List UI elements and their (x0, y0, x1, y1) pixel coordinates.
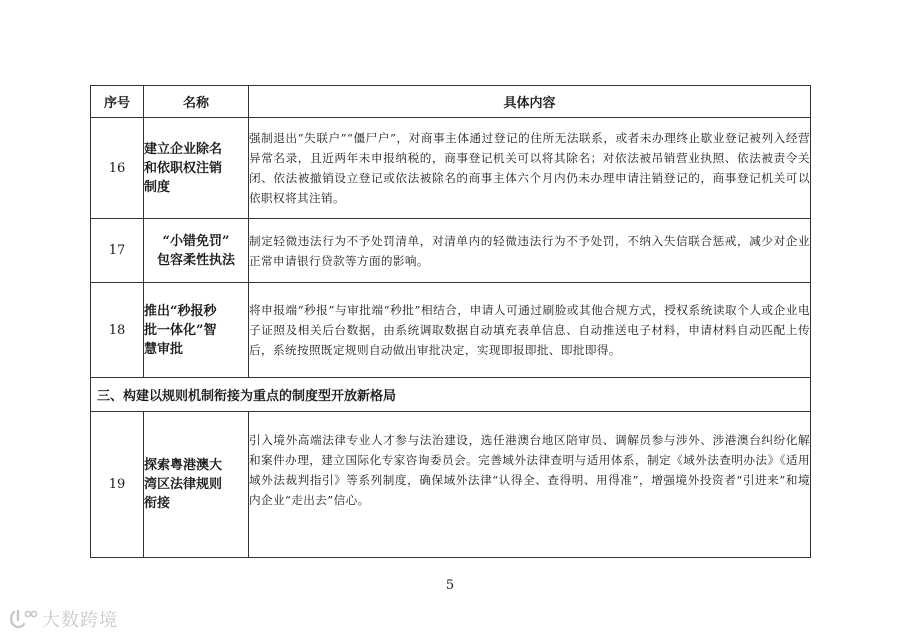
table-row (91, 412, 811, 558)
row-content: 强制退出“失联户”“僵尸户”，对商事主体通过登记的住所无法联系，或者未办理终止歇业登记被列入经营异常名录，且近两年未申报纳税的，商事登记机关可以将其除名；对依法被吊销营业执照、依法被责令关闭、依法被撤销设立登记或依法被除名的商事主体六个月内仍未办理申请注销登记的，商事登记机关可以依职权将其注销。 (249, 118, 811, 219)
row-name-line: 探索粤港澳大 (144, 458, 223, 473)
watermark (8, 606, 118, 632)
watermark-text: 大数跨境 (42, 610, 118, 631)
table-header-row (91, 86, 811, 118)
table-row (91, 283, 811, 378)
row-name (144, 283, 249, 378)
row-content: 制定轻微违法行为不予处罚清单，对清单内的轻微违法行为不予处罚，不纳入失信联合惩戒，减少对企业正常申请银行贷款等方面的影响。 (249, 219, 811, 283)
row-number: 17 (91, 219, 144, 283)
watermark-logo-icon (8, 608, 38, 630)
table-row (91, 118, 811, 219)
row-name-line: 包容柔性执法 (156, 252, 235, 268)
header-no: 序号 (91, 86, 144, 118)
row-name-line: 建立企业除名 (144, 141, 223, 157)
row-number: 19 (91, 412, 144, 558)
header-content: 具体内容 (249, 86, 811, 118)
row-content: 引入境外高端法律专业人才参与法治建设，选任港澳台地区陪审员、调解员参与涉外、涉港澳台纠纷化解和案件办理，建立国际化专家咨询委员会。完善域外法律查明与适用体系，制定《域外法查明办法》《适用域外法裁判指引》等系列制度，确保域外法律“认得全、查得明、用得准”，增强境外投资者“引进来”和境内企业“走出去”信心。 (249, 412, 811, 558)
row-name (144, 219, 249, 283)
row-name-line: “小错免罚” (162, 233, 230, 249)
section-heading-row (91, 378, 811, 412)
row-name-line: 湾区法律规则 (144, 477, 223, 492)
row-name-line: 推出“秒报秒 (144, 303, 217, 319)
row-name (144, 118, 249, 219)
row-name (144, 412, 249, 558)
row-number: 18 (91, 283, 144, 378)
row-number: 16 (91, 118, 144, 219)
row-name-line: 和依职权注销 (144, 160, 223, 176)
row-name-line: 制度 (144, 179, 171, 195)
row-name-line: 衔接 (144, 496, 171, 511)
page-number: 5 (445, 578, 455, 593)
policy-table (90, 85, 811, 558)
row-name-line: 慧审批 (144, 341, 184, 357)
row-content: 将申报端“秒报”与审批端“秒批”相结合，申请人可通过刷脸或其他合规方式，授权系统读取个人或企业电子证照及相关后台数据，由系统调取数据自动填充表单信息、自动推送电子材料，申请材料自动匹配上传后，系统按照既定规则自动做出审批决定，实现即报即批、即批即得。 (249, 283, 811, 378)
section-heading: 三、构建以规则机制衔接为重点的制度型开放新格局 (91, 378, 811, 412)
row-name-line: 批一体化”智 (144, 322, 217, 338)
header-name: 名称 (144, 86, 249, 118)
table-row (91, 219, 811, 283)
